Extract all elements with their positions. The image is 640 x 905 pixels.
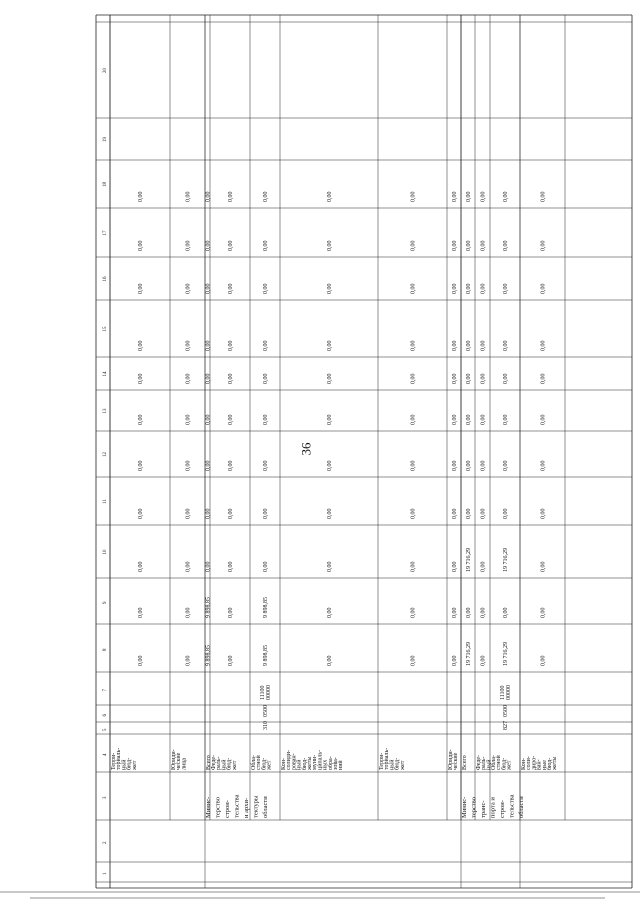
value-cell: 0,00 (205, 414, 212, 425)
row-label: Феде- (211, 754, 217, 770)
value-cell: 0,00 (452, 508, 458, 519)
row-label: жет (131, 760, 138, 770)
value-cell: 0,00 (452, 607, 458, 618)
column-number: 7 (103, 689, 108, 692)
row-label: муни- (312, 754, 319, 770)
row-label: Кон- (521, 758, 527, 770)
value-cell: 0,00 (205, 240, 212, 251)
code-cell: 11100 (260, 685, 266, 700)
column-number: 3 (103, 796, 108, 799)
value-cell: 0,00 (138, 191, 144, 202)
row-label: жет (266, 760, 273, 770)
value-cell: 0,00 (327, 655, 333, 666)
code-cell: 0500 (503, 705, 509, 717)
column-number: 18 (103, 182, 108, 187)
value-cell: 0,00 (228, 607, 234, 618)
column-number: 15 (103, 326, 108, 332)
value-cell: 0,00 (327, 240, 333, 251)
value-cell: 0,00 (540, 508, 547, 519)
value-cell: 0,00 (327, 561, 333, 572)
column-number: 5 (103, 728, 108, 731)
value-cell: 0,00 (540, 607, 547, 618)
value-cell: 0,00 (185, 655, 192, 666)
value-cell: 0,00 (540, 460, 547, 471)
code-cell: 0500 (263, 705, 269, 717)
value-cell: 0,00 (185, 191, 192, 202)
row-label: бюд- (126, 757, 133, 770)
row-label: жеты (552, 756, 559, 770)
row-label: Обла- (251, 755, 257, 770)
value-cell: 0,00 (205, 460, 212, 471)
value-cell: 0,00 (540, 373, 547, 384)
row-label: Терри- (111, 752, 117, 770)
value-cell: 0,00 (503, 240, 509, 251)
value-cell: 0,00 (452, 655, 458, 666)
column-number: 13 (103, 408, 108, 414)
value-cell: 0,00 (503, 340, 509, 351)
value-cell: 0,00 (466, 460, 472, 471)
row-label: бюд- (301, 757, 308, 770)
row-label: Кон- (281, 758, 287, 770)
value-cell: 0,00 (138, 655, 144, 666)
row-label: раль- (481, 756, 488, 770)
org-name: строи- (499, 800, 506, 818)
row-label: жет (399, 760, 406, 770)
value-cell: 0,00 (263, 191, 269, 202)
value-cell: 0,00 (466, 607, 472, 618)
code-cell: 827 (503, 721, 509, 730)
value-cell: 0,00 (228, 655, 234, 666)
code-cell: 310 (263, 721, 269, 730)
row-label: ториаль- (384, 747, 391, 770)
column-number: 19 (103, 137, 108, 142)
row-label: диро- (531, 755, 538, 770)
value-cell: 0,00 (410, 460, 417, 471)
row-label: жет (231, 760, 238, 770)
row-label: жет (506, 760, 513, 770)
row-label: ческие (453, 752, 460, 770)
value-cell: 0,00 (466, 340, 472, 351)
value-cell: 0,00 (452, 373, 458, 384)
value-cell: 0,00 (480, 561, 487, 572)
value-cell: 0,00 (503, 460, 509, 471)
value-cell: 0,00 (228, 340, 234, 351)
value-cell: 0,00 (228, 414, 234, 425)
value-cell: 0,00 (263, 283, 269, 294)
value-cell: 0,00 (452, 283, 458, 294)
value-cell: 0,00 (185, 607, 192, 618)
value-cell: 0,00 (480, 655, 487, 666)
row-label: бюд- (547, 757, 553, 770)
value-cell: 0,00 (138, 460, 144, 471)
value-cell: 0,00 (327, 191, 333, 202)
value-cell: 0,00 (540, 191, 547, 202)
row-label: Юриди- (171, 749, 177, 770)
value-cell: 0,00 (480, 191, 487, 202)
row-label: лица (181, 757, 188, 770)
row-label: бюд- (226, 757, 233, 770)
value-cell: 0,00 (263, 460, 269, 471)
value-cell: 0,00 (228, 561, 234, 572)
value-cell: 0,00 (466, 240, 472, 251)
org-name: тельства (508, 794, 516, 818)
column-number: 11 (103, 499, 108, 504)
value-cell: 0,00 (466, 283, 472, 294)
value-cell: 0,00 (327, 340, 333, 351)
org-name: Минис- (461, 796, 468, 818)
row-label: бюд- (261, 757, 268, 770)
value-cell: 0,00 (327, 460, 333, 471)
value-cell: 0,00 (480, 283, 487, 294)
column-number: 9 (103, 601, 108, 604)
value-cell: 0,00 (138, 414, 144, 425)
value-cell: 0,00 (205, 340, 212, 351)
column-number: 2 (103, 841, 108, 844)
value-cell: 0,00 (540, 414, 547, 425)
value-cell: 9 898,85 (205, 597, 212, 618)
value-cell: 0,00 (480, 460, 487, 471)
value-cell: 0,00 (466, 414, 472, 425)
column-number: 14 (103, 371, 108, 377)
row-label: Всего (462, 755, 468, 770)
value-cell: 0,00 (480, 240, 487, 251)
row-label: ный (486, 759, 493, 770)
org-name: терство (470, 797, 478, 818)
value-cell: 0,00 (540, 283, 547, 294)
row-label: ториаль- (116, 747, 123, 770)
column-number: 4 (103, 753, 108, 756)
value-cell: 0,00 (503, 191, 509, 202)
value-cell: 0,00 (452, 240, 458, 251)
value-cell: 0,00 (138, 340, 144, 351)
value-cell: 0,00 (466, 373, 472, 384)
row-label: бюд- (501, 757, 508, 770)
value-cell: 0,00 (228, 460, 234, 471)
value-cell: 9 898,85 (263, 597, 269, 618)
value-cell: 0,00 (466, 508, 472, 519)
row-label: жеты (307, 756, 313, 770)
org-name: терство (214, 797, 222, 818)
org-name: тектуры (252, 795, 260, 818)
row-label: ческие (176, 752, 183, 770)
value-cell: 19 716,29 (466, 548, 472, 572)
value-cell: 0,00 (452, 460, 458, 471)
value-cell: 0,00 (452, 340, 458, 351)
value-cell: 0,00 (138, 508, 144, 519)
value-cell: 0,00 (410, 607, 417, 618)
value-cell: 0,00 (138, 561, 144, 572)
value-cell: 0,00 (480, 373, 487, 384)
value-cell: 0,00 (327, 508, 333, 519)
value-cell: 0,00 (185, 561, 192, 572)
value-cell: 0,00 (263, 240, 269, 251)
value-cell: 0,00 (185, 460, 192, 471)
column-number: 6 (103, 714, 108, 717)
value-cell: 0,00 (410, 191, 417, 202)
row-label: Феде- (476, 754, 482, 770)
value-cell: 0,00 (263, 561, 269, 572)
value-cell: 9 898,85 (205, 645, 212, 666)
value-cell: 0,00 (480, 607, 487, 618)
value-cell: 19 716,29 (503, 642, 509, 666)
code-cell: 11100 (500, 685, 506, 700)
value-cell: 0,00 (410, 373, 417, 384)
row-label: ный (296, 759, 303, 770)
row-label: зова- (333, 757, 339, 770)
org-name: порта и (489, 797, 497, 818)
code-cell: 00000 (266, 685, 272, 700)
row-label: Терри- (379, 752, 385, 770)
value-cell: 0,00 (327, 373, 333, 384)
value-cell: 0,00 (138, 607, 144, 618)
value-cell: 19 716,29 (503, 548, 509, 572)
value-cell: 0,00 (185, 373, 192, 384)
row-label: стной (256, 755, 263, 770)
row-label: раль- (216, 756, 223, 770)
row-label: ные (541, 760, 548, 770)
value-cell: 0,00 (228, 373, 234, 384)
value-cell: 0,00 (466, 191, 472, 202)
row-label: бюд- (394, 757, 401, 770)
value-cell: 0,00 (228, 191, 234, 202)
value-cell: 0,00 (480, 508, 487, 519)
value-cell: 0,00 (540, 561, 547, 572)
value-cell: 0,00 (263, 373, 269, 384)
row-label: обра- (327, 756, 334, 770)
org-name: транс- (480, 800, 487, 818)
column-number: 12 (103, 452, 108, 457)
value-cell: 0,00 (410, 508, 417, 519)
value-cell: 0,00 (263, 340, 269, 351)
value-cell: 0,00 (503, 607, 509, 618)
value-cell: 0,00 (410, 340, 417, 351)
row-label: ный (221, 759, 228, 770)
column-number: 20 (103, 68, 108, 73)
row-label: стной (496, 755, 503, 770)
column-number: 16 (103, 276, 108, 282)
value-cell: 0,00 (503, 508, 509, 519)
org-name: области (262, 796, 269, 818)
value-cell: 0,00 (228, 283, 234, 294)
row-label: Юриди- (448, 749, 454, 770)
org-name: тельства (233, 794, 241, 818)
value-cell: 0,00 (185, 340, 192, 351)
column-number: 10 (103, 549, 108, 555)
value-cell: 0,00 (228, 240, 234, 251)
value-cell: 0,00 (410, 240, 417, 251)
org-name: строи- (224, 800, 231, 818)
column-number: 1 (103, 872, 108, 875)
value-cell: 0,00 (503, 283, 509, 294)
row-label: Всего (206, 755, 212, 770)
value-cell: 0,00 (452, 191, 458, 202)
column-number: 17 (103, 230, 108, 236)
value-cell: 0,00 (185, 283, 192, 294)
org-name: Минис- (205, 796, 212, 818)
value-cell: 0,00 (205, 283, 212, 294)
value-cell: 0,00 (327, 283, 333, 294)
value-cell: 0,00 (263, 414, 269, 425)
value-cell: 0,00 (185, 240, 192, 251)
value-cell: 0,00 (452, 561, 458, 572)
value-cell: 0,00 (327, 607, 333, 618)
org-name: и архи- (243, 797, 250, 818)
row-label: Обла- (491, 755, 497, 770)
value-cell: 0,00 (410, 561, 417, 572)
value-cell: 0,00 (205, 373, 212, 384)
value-cell: 0,00 (480, 340, 487, 351)
value-cell: 0,00 (410, 283, 417, 294)
value-cell: 0,00 (185, 414, 192, 425)
value-cell: 0,00 (452, 414, 458, 425)
value-cell: 0,00 (540, 340, 547, 351)
value-cell: 0,00 (185, 508, 192, 519)
value-cell: 0,00 (480, 414, 487, 425)
value-cell: 0,00 (410, 414, 417, 425)
row-label: ный (389, 759, 396, 770)
value-cell: 0,00 (540, 655, 547, 666)
column-number: 8 (103, 648, 108, 651)
value-cell: 0,00 (263, 508, 269, 519)
value-cell: 0,00 (138, 240, 144, 251)
row-label: ний (338, 760, 345, 770)
row-label: ный (121, 759, 128, 770)
row-label: соли- (526, 756, 533, 770)
row-label: солиди- (286, 749, 293, 770)
org-name: области (518, 796, 525, 818)
value-cell: 0,00 (540, 240, 547, 251)
value-cell: 0,00 (205, 508, 212, 519)
row-label: ципаль- (317, 749, 324, 770)
page-number-text: 36 (298, 442, 314, 456)
value-cell: 0,00 (138, 373, 144, 384)
value-cell: 0,00 (205, 191, 212, 202)
value-cell: 0,00 (327, 414, 333, 425)
value-cell: 0,00 (503, 373, 509, 384)
code-cell: 00000 (506, 685, 512, 700)
value-cell: 9 898,85 (263, 645, 269, 666)
value-cell: 0,00 (138, 283, 144, 294)
value-cell: 19 716,29 (466, 642, 472, 666)
value-cell: 0,00 (503, 414, 509, 425)
row-label: рован- (291, 753, 298, 770)
row-label: ных (322, 759, 329, 770)
value-cell: 0,00 (410, 655, 417, 666)
row-label: ван- (536, 759, 543, 770)
value-cell: 0,00 (205, 561, 212, 572)
value-cell: 0,00 (228, 508, 234, 519)
